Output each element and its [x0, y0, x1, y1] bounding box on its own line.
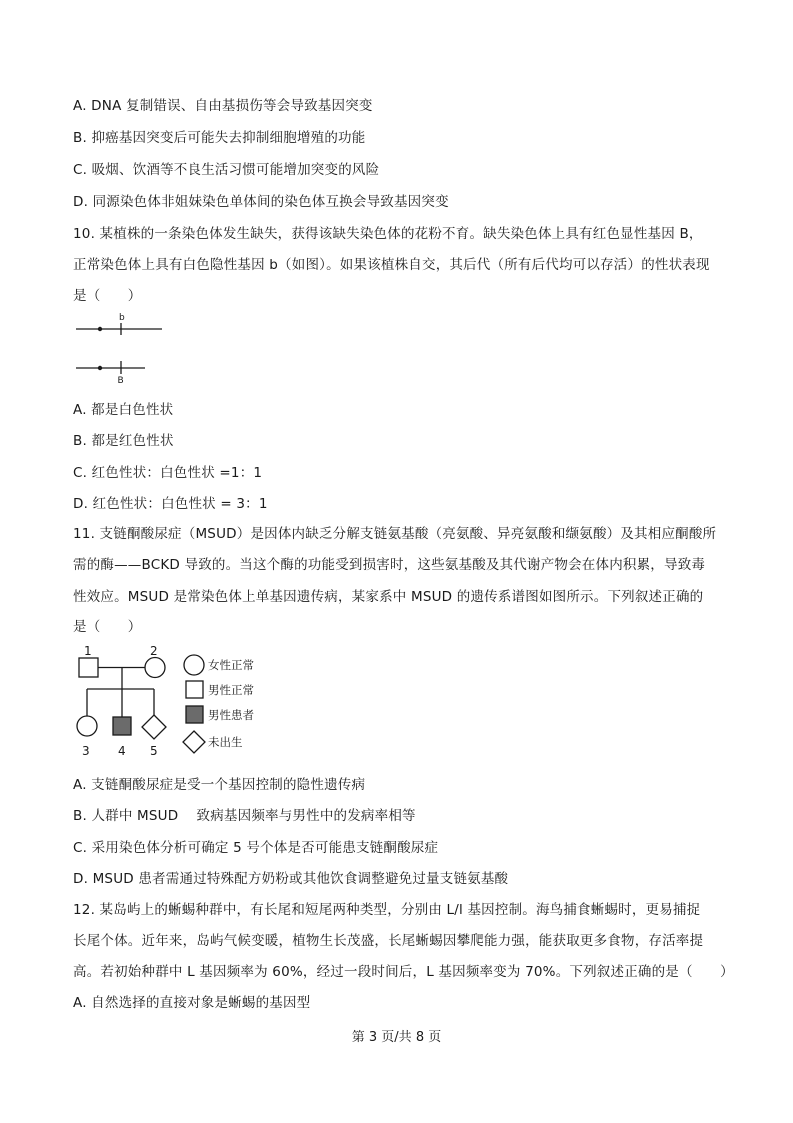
- pedigree-legend: [183, 655, 254, 753]
- q12-stem-line-3: 高。若初始种群中 L 基因频率为 60%，经过一段时间后，L 基因频率变为 70%。下列叙述正确的是（ ）: [73, 964, 734, 980]
- q12-stem-line-2: 长尾个体。近年来，岛屿气候变暖，植物生长茂盛，长尾蜥蜴因攀爬能力强，能获取更多食物，存活率提: [73, 933, 704, 949]
- individual-5-label: 5: [150, 744, 158, 758]
- q11-option-b: B. 人群中 MSUD 致病基因频率与男性中的发病率相等: [73, 808, 416, 824]
- legend-unborn: 未出生: [208, 735, 243, 749]
- q10-option-d: D. 红色性状：白色性状 = 3：1: [73, 496, 268, 512]
- q10-stem-line-2: 正常染色体上具有白色隐性基因 b（如图）。如果该植株自交，其后代（所有后代均可以存活）的性状表现: [73, 257, 710, 273]
- chromosome-figure: [70, 308, 180, 388]
- page-number-footer: 第 3 页/共 8 页: [351, 1030, 442, 1045]
- q9-option-d: D. 同源染色体非姐妹染色单体间的染色体互换会导致基因突变: [73, 194, 449, 210]
- q12-option-a: A. 自然选择的直接对象是蜥蜴的基因型: [73, 995, 311, 1011]
- individual-3-label: 3: [82, 744, 90, 758]
- legend-unborn-symbol: [183, 731, 205, 753]
- q11-stem-line-3: 性效应。MSUD 是常染色体上单基因遗传病，某家系中 MSUD 的遗传系谱图如图所示。下列叙述正确的: [73, 589, 704, 605]
- individual-2-normal-female: [145, 658, 165, 678]
- gene-label-b: b: [119, 313, 125, 323]
- q10-option-b: B. 都是红色性状: [73, 433, 174, 449]
- individual-3-normal-female: [77, 716, 97, 736]
- legend-normal-male-symbol: [186, 681, 203, 698]
- q11-stem-line-4: 是（ ）: [73, 619, 142, 635]
- q11-stem-line-1: 11. 支链酮酸尿症（MSUD）是因体内缺乏分解支链氨基酸（亮氨酸、异亮氨酸和缬氨酸）及其相应酮酸所: [73, 526, 717, 542]
- legend-affected-male-symbol: [186, 706, 203, 723]
- q10-stem-line-1: 10. 某植株的一条染色体发生缺失，获得该缺失染色体的花粉不育。缺失染色体上具有红色显性基因 B，: [73, 226, 703, 242]
- legend-affected-male: 男性患者: [208, 708, 254, 722]
- pedigree-chart: [70, 640, 280, 765]
- q9-option-c: C. 吸烟、饮酒等不良生活习惯可能增加突变的风险: [73, 162, 380, 178]
- individual-4-affected-male: [113, 717, 131, 735]
- legend-normal-female-symbol: [184, 655, 204, 675]
- q11-option-c: C. 采用染色体分析可确定 5 号个体是否可能患支链酮酸尿症: [73, 840, 439, 856]
- q11-stem-line-2: 需的酶——BCKD 导致的。当这个酶的功能受到损害时，这些氨基酸及其代谢产物会在体内积累，导致毒: [73, 557, 706, 573]
- q12-stem-line-1: 12. 某岛屿上的蜥蜴种群中，有长尾和短尾两种类型，分别由 L/l 基因控制。海鸟捕食蜥蜴时，更易捕捉: [73, 902, 701, 918]
- chromosome-bottom: [76, 361, 145, 386]
- centromere-bottom: [98, 366, 102, 370]
- individual-1-label: 1: [84, 644, 92, 658]
- q9-option-a: A. DNA 复制错误、自由基损伤等会导致基因突变: [73, 98, 373, 114]
- centromere-top: [98, 327, 102, 331]
- chromosome-top: [76, 313, 162, 335]
- q10-option-c: C. 红色性状：白色性状 =1：1: [73, 465, 263, 481]
- individual-5-unborn: [142, 715, 166, 739]
- q9-option-b: B. 抑癌基因突变后可能失去抑制细胞增殖的功能: [73, 130, 366, 146]
- legend-normal-female: 女性正常: [208, 658, 254, 672]
- q11-option-d: D. MSUD 患者需通过特殊配方奶粉或其他饮食调整避免过量支链氨基酸: [73, 871, 509, 887]
- gene-label-B: B: [117, 376, 124, 386]
- individual-2-label: 2: [150, 644, 158, 658]
- legend-normal-male: 男性正常: [208, 683, 254, 697]
- q10-option-a: A. 都是白色性状: [73, 402, 174, 418]
- individual-1-normal-male: [79, 658, 98, 677]
- q10-stem-line-3: 是（ ）: [73, 288, 142, 304]
- q11-option-a: A. 支链酮酸尿症是受一个基因控制的隐性遗传病: [73, 777, 366, 793]
- individual-4-label: 4: [118, 744, 126, 758]
